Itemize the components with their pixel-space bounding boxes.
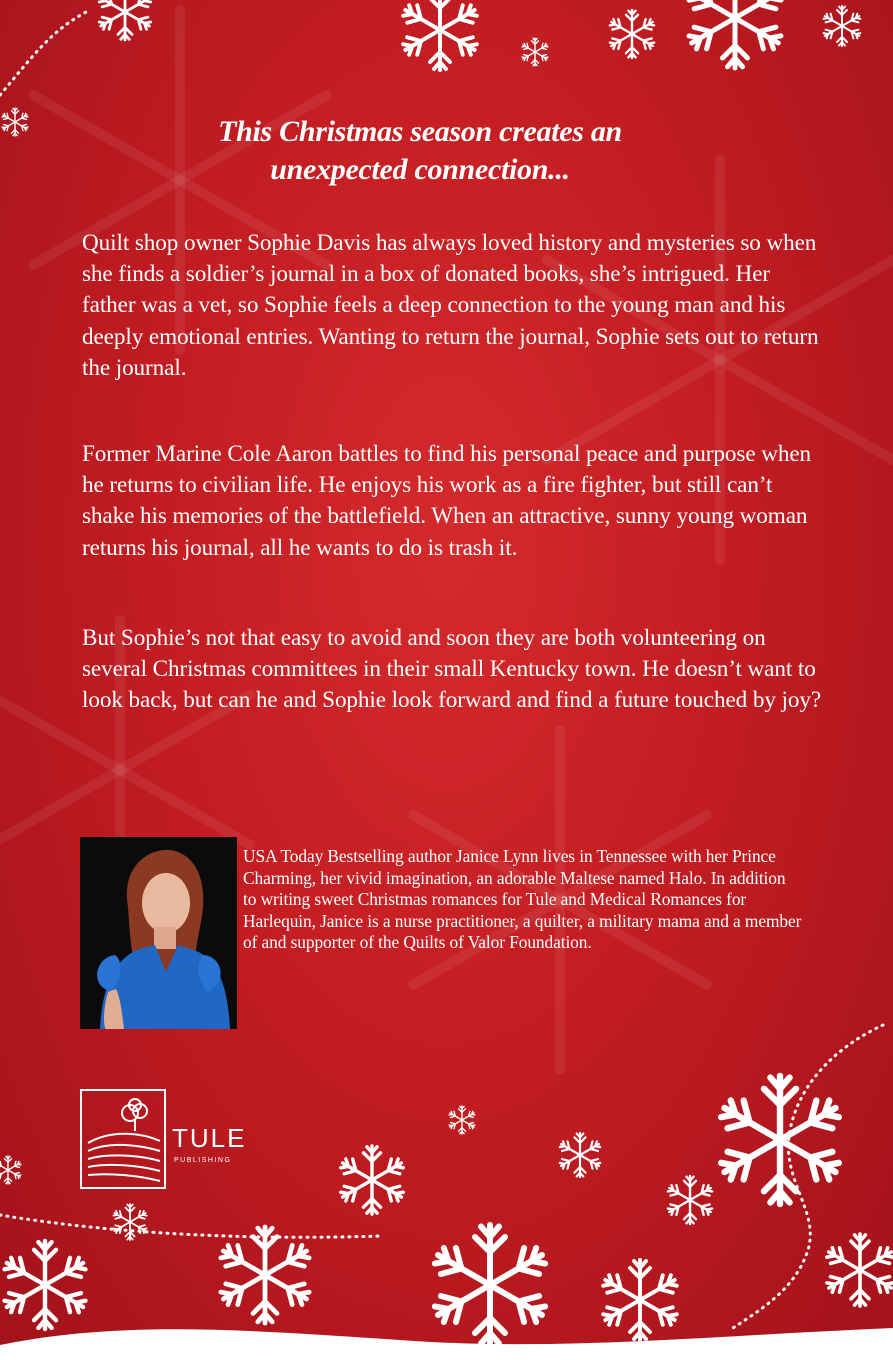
publisher-name: TULE bbox=[172, 1123, 247, 1153]
logo-emblem bbox=[80, 1089, 166, 1189]
tagline-line-1: This Christmas season creates an bbox=[218, 115, 622, 148]
publisher-logo bbox=[80, 1089, 260, 1194]
tree-icon bbox=[122, 1099, 147, 1131]
publisher-subtitle: PUBLISHING bbox=[174, 1157, 232, 1164]
author-photo bbox=[80, 837, 237, 1029]
blurb-paragraph-1: Quilt shop owner Sophie Davis has always loved history and mysteries so when she finds a soldier’s journal in a box of donated books, she’s intrigued. Her father was a vet, so Sophie feels a deep connection to the young man and his deeply emotional entries. Wanting to return the journal, Sophie sets out to return the journal. bbox=[82, 230, 819, 381]
author-bio: USA Today Bestselling author Janice Lynn lives in Tennessee with her Prince Charming, her vivid imagination, an adorable Maltese named Halo. In addition to writing sweet Christmas romances for Tule and Medical Romances for Harlequin, Janice is a nurse practitioner, a quilter, a military mama and a member of and supporter of the Quilts of Valor Foundation. bbox=[243, 846, 802, 953]
tagline-line-2: unexpected connection... bbox=[270, 153, 570, 186]
tagline bbox=[120, 113, 720, 189]
blurb-paragraph-3: But Sophie’s not that easy to avoid and soon they are both volunteering on several Christmas committees in their small Kentucky town. He doesn’t want to look back, but can he and Sophie look forward and find a future touched by joy? bbox=[82, 625, 822, 714]
field-icon bbox=[88, 1134, 160, 1181]
blurb-paragraph-2: Former Marine Cole Aaron battles to find his personal peace and purpose when he returns to civilian life. He enjoys his work as a fire fighter, but still can’t shake his memories of the battlefield. When an attractive, sunny young woman returns his journal, all he wants to do is trash it. bbox=[82, 441, 812, 561]
